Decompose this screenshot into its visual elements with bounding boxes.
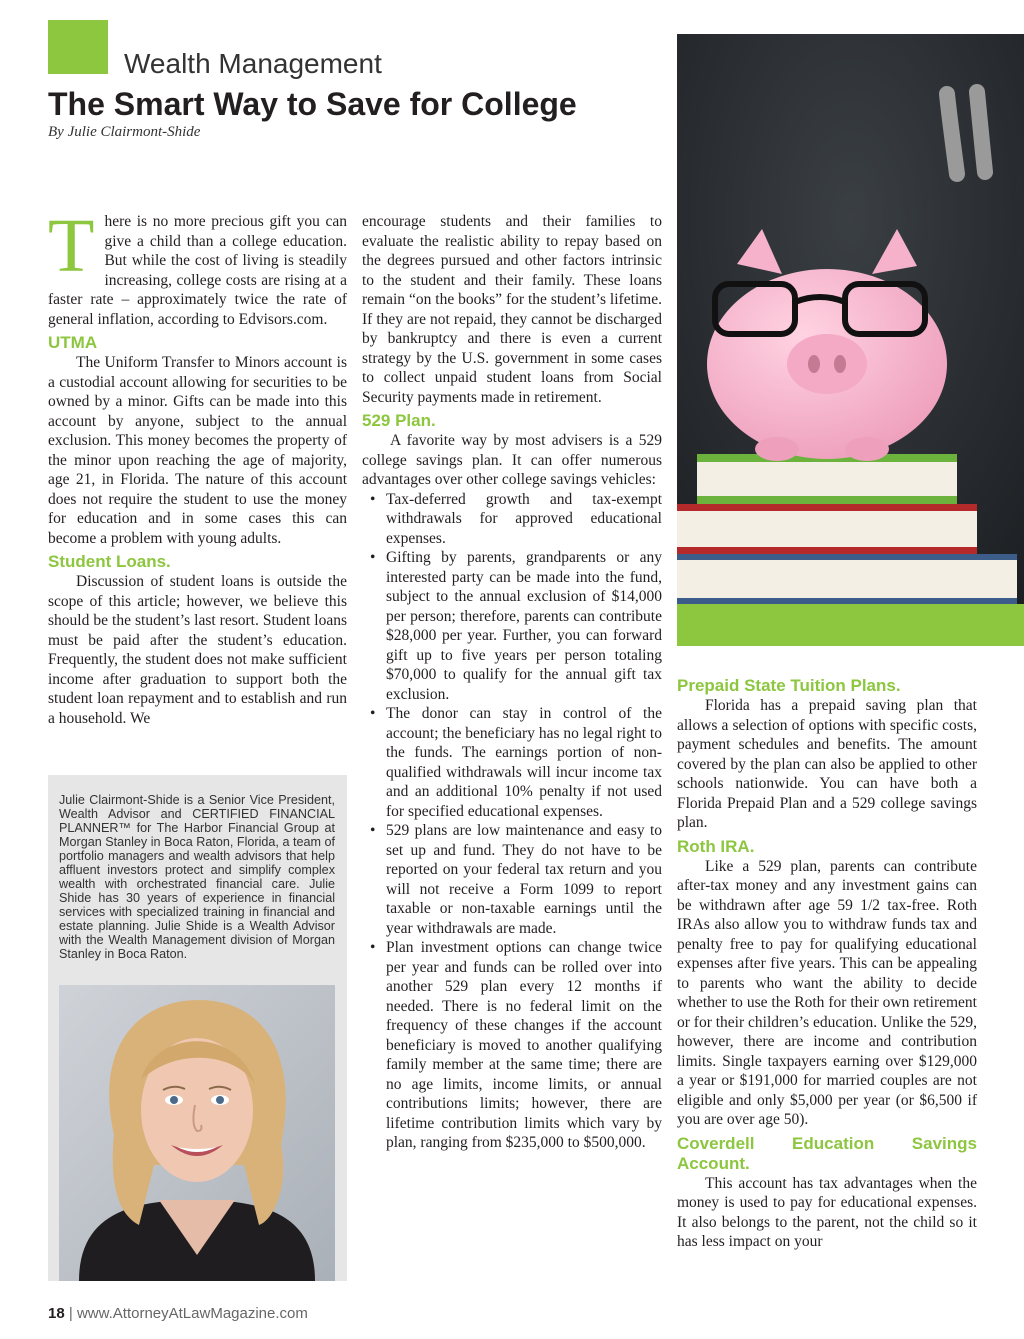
section-label: Wealth Management [124,48,382,79]
author-portrait-image [59,985,335,1281]
heading-529-plan: 529 Plan. [362,411,436,430]
list-item [362,490,662,549]
list-item [362,938,662,1153]
author-bio-text: Julie Clairmont-Shide is a Senior Vice President, Wealth Advisor and CERTIFIED FINANCIAL PLANNER™ for The Harbor Financial Group at Morgan Stanley in Boca Raton, Florida, a team of portfolio managers and wealth advisors that help affluent investors protect and simplify complex wealth with orchestrated financial care. Julie Shide has 30 years of experience in financial services with specialized training in financial and estate planning. Julie Shide is a Wealth Advisor with the Wealth Management division of Morgan Stanley in Boca Raton. [59,793,335,961]
drop-cap: T [48,204,95,288]
section-color-tab [48,20,108,74]
student-loans-paragraph: Discussion of student loans is outside the scope of this article; however, we believe this should be the student’s last resort. Student loans must be paid after the student’s education. Frequently, the student does not make sufficient income after graduation to support both the student loan repayment and to establish and run a household. We [48,573,347,727]
article-column-1 [48,204,347,728]
heading-roth-ira: Roth IRA. [677,836,755,856]
article-title: The Smart Way to Save for College [48,86,577,122]
piggy-bank-photo [677,34,1024,646]
list-item-text: Gifting by parents, grandparents or any interested party can be made into the fund, subject to the annual exclusion of $14,000 per person; therefore, parents can contribute $28,000 per year. Further, you can forward gift up to five years per person totaling $70,000 to qualify for the annual gift tax exclusion. [386,549,662,703]
article-column-3 [677,672,977,1252]
intro-text: here is no more precious gift you can give a child than a college education. But while the cost of living is steadily increasing, college costs are rising at a faster rate – approximately twice the rate of general inflation, according to Edvisors.com. [48,213,347,328]
page-number: 18 [48,1305,65,1322]
footer-separator: | [68,1305,73,1322]
student-loans-continued: encourage students and their families to evaluate the realistic ability to repay based on the degrees pursued and other factors intrinsic to the student and their family. These loans remain “on the books” for the student’s lifetime. If they are not repaid, they cannot be discharged by bankruptcy and there is even a current strategy by the U.S. government in some cases to collect unpaid student loans from Social Security payments made in retirement. [362,213,662,406]
heading-utma: UTMA [48,333,98,352]
piggy-bank-illustration [677,34,1024,646]
plan529-advantages-list [362,490,662,1153]
byline: By Julie Clairmont-Shide [48,124,201,140]
bullet-icon: • [370,490,376,508]
bullet-icon: • [370,822,376,839]
list-item [362,821,662,938]
bullet-icon: • [370,705,376,722]
coverdell-paragraph: This account has tax advantages when the money is used to pay for educational expenses. It also belongs to the parent, not the child so it has less impact on your [677,1174,977,1250]
heading-student-loans: Student Loans. [48,552,171,571]
heading-coverdell: Coverdell Education Savings Account. [677,1133,977,1173]
plan529-paragraph: A favorite way by most advisers is a 529 college savings plan. It can offer numerous advantages over other college savings vehicles: [362,432,662,488]
list-item [362,548,662,704]
bullet-icon: • [370,939,376,956]
list-item-text: 529 plans are low maintenance and easy to set up and fund. They do not have to be reported on your federal tax return and you will not receive a Form 1099 to report taxable or non-taxable earnings until the year withdrawals are made. [386,822,662,937]
article-column-2 [362,212,662,1153]
list-item-text: Plan investment options can change twice per year and funds can be rolled over into another 529 plan every 12 months if needed. There is no federal limit on the frequency of these changes if the account beneficiary is moved to another qualifying family member at the same time; there are no age limits, income limits, or annual contributions limits; however, there are lifetime contribution limits which vary by plan, ranging from $235,000 to $500,000. [386,939,662,1151]
author-bio-box [48,775,347,1281]
prepaid-paragraph: Florida has a prepaid saving plan that allows a selection of options with specific costs, payment schedules and benefits. The amount covered by the plan can also be applied to other schools nationwide. You can have both a Florida Prepaid Plan and a 529 college savings plan. [677,697,977,831]
list-item [362,704,662,821]
list-item-text: Tax-deferred growth and tax-exempt withdrawals for approved educational expenses. [386,490,662,547]
list-item-text: The donor can stay in control of the account; the beneficiary has no legal right to the funds. The earnings portion of non-qualified withdrawals will incur income tax and an additional 10% penalty if not used for specified educational expenses. [386,705,662,820]
heading-prepaid-plans: Prepaid State Tuition Plans. [677,676,901,695]
utma-paragraph: The Uniform Transfer to Minors account is a custodial account allowing for securities to be owned by a minor. Gifts can be made into this account by anyone, subject to the annual exclusion. This money becomes the property of the minor upon reaching the age of majority, age 21, in Florida. The nature of this account does not require the student to use the money for education and in some cases this can become a problem with young adults. [48,354,347,547]
bullet-icon: • [370,549,376,566]
website-link[interactable]: www.AttorneyAtLawMagazine.com [76,1305,308,1322]
roth-paragraph: Like a 529 plan, parents can contribute after-tax money and any investment gains can be withdrawn after age 59 1/2 tax-free. Roth IRAs also allow you to withdraw funds tax and penalty free to pay for qualifying educational expenses after five years. This can be appealing to parents who want the ability to decide whether to use the Roth for their own retirement or for their children’s education. Unlike the 529, however, there are income and contribution limits. Single taxpayers earning over $129,000 a year or $191,000 for married couples are not eligible and only $5,000 per year (or $6,500 if you are over age 50). [677,857,978,1128]
author-portrait [59,985,335,1281]
page-footer [48,1305,308,1322]
intro-paragraph [48,204,347,329]
